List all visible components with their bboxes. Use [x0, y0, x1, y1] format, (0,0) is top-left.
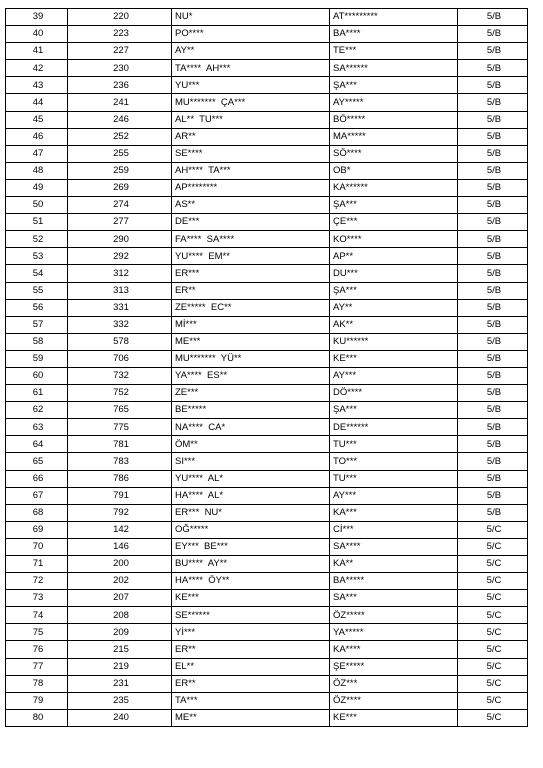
- student-last-name-cell: ŞE*****: [330, 658, 458, 675]
- student-first-name-cell: ME***: [172, 333, 330, 350]
- table-row: [6, 333, 528, 350]
- student-number-cell: 277: [68, 214, 172, 231]
- class-section-cell: 5/C: [458, 573, 528, 590]
- student-last-name-cell: SA****: [330, 538, 458, 555]
- class-section-cell: 5/B: [458, 128, 528, 145]
- student-first-name-cell: YU**** EM**: [172, 248, 330, 265]
- student-last-name-cell: KA**: [330, 556, 458, 573]
- student-last-name-cell: AY**: [330, 299, 458, 316]
- student-last-name-cell: KE***: [330, 350, 458, 367]
- student-last-name-cell: TU***: [330, 436, 458, 453]
- student-first-name-cell: KE***: [172, 590, 330, 607]
- row-number-cell: 41: [6, 43, 68, 60]
- class-section-cell: 5/C: [458, 590, 528, 607]
- class-section-cell: 5/B: [458, 43, 528, 60]
- student-number-cell: 207: [68, 590, 172, 607]
- student-first-name-cell: ZE***: [172, 385, 330, 402]
- student-last-name-cell: SA******: [330, 60, 458, 77]
- row-number-cell: 65: [6, 453, 68, 470]
- student-last-name-cell: KA******: [330, 179, 458, 196]
- student-last-name-cell: KA****: [330, 641, 458, 658]
- class-section-cell: 5/B: [458, 231, 528, 248]
- table-row: [6, 641, 528, 658]
- student-first-name-cell: MU******* ÇA***: [172, 94, 330, 111]
- table-row: [6, 145, 528, 162]
- row-number-cell: 51: [6, 214, 68, 231]
- student-first-name-cell: ME**: [172, 709, 330, 726]
- student-first-name-cell: BU**** AY**: [172, 556, 330, 573]
- student-last-name-cell: KU******: [330, 333, 458, 350]
- class-section-cell: 5/B: [458, 248, 528, 265]
- class-section-cell: 5/B: [458, 145, 528, 162]
- class-section-cell: 5/B: [458, 94, 528, 111]
- row-number-cell: 62: [6, 402, 68, 419]
- row-number-cell: 74: [6, 607, 68, 624]
- student-number-cell: 783: [68, 453, 172, 470]
- table-row: [6, 607, 528, 624]
- row-number-cell: 43: [6, 77, 68, 94]
- class-section-cell: 5/B: [458, 282, 528, 299]
- student-last-name-cell: ŞA***: [330, 77, 458, 94]
- student-last-name-cell: AK**: [330, 316, 458, 333]
- student-last-name-cell: YA*****: [330, 624, 458, 641]
- class-section-cell: 5/B: [458, 197, 528, 214]
- student-last-name-cell: AP**: [330, 248, 458, 265]
- table-row: [6, 26, 528, 43]
- student-last-name-cell: DU***: [330, 265, 458, 282]
- class-section-cell: 5/C: [458, 521, 528, 538]
- student-number-cell: 223: [68, 26, 172, 43]
- row-number-cell: 66: [6, 470, 68, 487]
- student-first-name-cell: DE***: [172, 214, 330, 231]
- student-number-cell: 292: [68, 248, 172, 265]
- student-first-name-cell: HA**** AL*: [172, 487, 330, 504]
- class-section-cell: 5/C: [458, 607, 528, 624]
- class-section-cell: 5/B: [458, 299, 528, 316]
- student-number-cell: 732: [68, 367, 172, 384]
- student-first-name-cell: FA**** SA****: [172, 231, 330, 248]
- table-row: [6, 367, 528, 384]
- student-first-name-cell: SE******: [172, 607, 330, 624]
- table-row: [6, 128, 528, 145]
- class-section-cell: 5/B: [458, 487, 528, 504]
- row-number-cell: 77: [6, 658, 68, 675]
- student-first-name-cell: AY**: [172, 43, 330, 60]
- class-section-cell: 5/B: [458, 453, 528, 470]
- table-row: [6, 573, 528, 590]
- student-number-cell: 241: [68, 94, 172, 111]
- row-number-cell: 76: [6, 641, 68, 658]
- student-number-cell: 208: [68, 607, 172, 624]
- class-section-cell: 5/B: [458, 179, 528, 196]
- table-row: [6, 590, 528, 607]
- student-number-cell: 227: [68, 43, 172, 60]
- student-last-name-cell: BÖ*****: [330, 111, 458, 128]
- class-section-cell: 5/C: [458, 692, 528, 709]
- student-last-name-cell: ŞA***: [330, 282, 458, 299]
- table-row: [6, 436, 528, 453]
- class-section-cell: 5/B: [458, 333, 528, 350]
- student-last-name-cell: MA*****: [330, 128, 458, 145]
- student-first-name-cell: AP********: [172, 179, 330, 196]
- class-section-cell: 5/B: [458, 265, 528, 282]
- table-row: [6, 197, 528, 214]
- student-number-cell: 269: [68, 179, 172, 196]
- row-number-cell: 55: [6, 282, 68, 299]
- student-list-body: [6, 9, 528, 727]
- row-number-cell: 71: [6, 556, 68, 573]
- student-first-name-cell: PO****: [172, 26, 330, 43]
- row-number-cell: 39: [6, 9, 68, 26]
- student-number-cell: 220: [68, 9, 172, 26]
- table-row: [6, 299, 528, 316]
- row-number-cell: 61: [6, 385, 68, 402]
- student-number-cell: 200: [68, 556, 172, 573]
- class-section-cell: 5/C: [458, 538, 528, 555]
- student-number-cell: 331: [68, 299, 172, 316]
- class-section-cell: 5/C: [458, 556, 528, 573]
- table-row: [6, 316, 528, 333]
- student-number-cell: 578: [68, 333, 172, 350]
- student-last-name-cell: KA***: [330, 504, 458, 521]
- student-last-name-cell: TU***: [330, 470, 458, 487]
- student-number-cell: 274: [68, 197, 172, 214]
- student-last-name-cell: DE******: [330, 419, 458, 436]
- student-number-cell: 792: [68, 504, 172, 521]
- class-section-cell: 5/C: [458, 709, 528, 726]
- table-row: [6, 504, 528, 521]
- table-row: [6, 350, 528, 367]
- student-first-name-cell: EL**: [172, 658, 330, 675]
- class-section-cell: 5/B: [458, 402, 528, 419]
- row-number-cell: 58: [6, 333, 68, 350]
- student-last-name-cell: AY***: [330, 487, 458, 504]
- student-number-cell: 313: [68, 282, 172, 299]
- student-first-name-cell: Mİ***: [172, 316, 330, 333]
- class-section-cell: 5/B: [458, 470, 528, 487]
- table-row: [6, 248, 528, 265]
- student-number-cell: 235: [68, 692, 172, 709]
- class-section-cell: 5/B: [458, 26, 528, 43]
- student-first-name-cell: ER**: [172, 641, 330, 658]
- row-number-cell: 53: [6, 248, 68, 265]
- student-number-cell: 142: [68, 521, 172, 538]
- row-number-cell: 69: [6, 521, 68, 538]
- class-section-cell: 5/B: [458, 162, 528, 179]
- student-last-name-cell: SÖ****: [330, 145, 458, 162]
- student-first-name-cell: ER*** NU*: [172, 504, 330, 521]
- table-row: [6, 231, 528, 248]
- student-number-cell: 246: [68, 111, 172, 128]
- student-last-name-cell: BA****: [330, 26, 458, 43]
- table-row: [6, 658, 528, 675]
- student-first-name-cell: ER***: [172, 265, 330, 282]
- class-section-cell: 5/B: [458, 60, 528, 77]
- table-row: [6, 162, 528, 179]
- student-number-cell: 259: [68, 162, 172, 179]
- row-number-cell: 44: [6, 94, 68, 111]
- class-section-cell: 5/B: [458, 385, 528, 402]
- student-number-cell: 765: [68, 402, 172, 419]
- class-section-cell: 5/B: [458, 436, 528, 453]
- table-row: [6, 385, 528, 402]
- student-last-name-cell: TE***: [330, 43, 458, 60]
- student-last-name-cell: ÖZ*****: [330, 607, 458, 624]
- table-row: [6, 521, 528, 538]
- table-row: [6, 692, 528, 709]
- student-number-cell: 775: [68, 419, 172, 436]
- table-row: [6, 624, 528, 641]
- row-number-cell: 60: [6, 367, 68, 384]
- class-section-cell: 5/C: [458, 675, 528, 692]
- student-first-name-cell: YU***: [172, 77, 330, 94]
- student-last-name-cell: BA*****: [330, 573, 458, 590]
- student-last-name-cell: ŞA***: [330, 402, 458, 419]
- row-number-cell: 52: [6, 231, 68, 248]
- row-number-cell: 40: [6, 26, 68, 43]
- student-first-name-cell: YU**** AL*: [172, 470, 330, 487]
- student-last-name-cell: OB*: [330, 162, 458, 179]
- table-row: [6, 111, 528, 128]
- row-number-cell: 45: [6, 111, 68, 128]
- student-number-cell: 752: [68, 385, 172, 402]
- student-number-cell: 781: [68, 436, 172, 453]
- student-last-name-cell: SA***: [330, 590, 458, 607]
- class-section-cell: 5/B: [458, 419, 528, 436]
- table-row: [6, 538, 528, 555]
- table-row: [6, 214, 528, 231]
- class-section-cell: 5/B: [458, 111, 528, 128]
- table-row: [6, 265, 528, 282]
- class-section-cell: 5/B: [458, 214, 528, 231]
- student-number-cell: 209: [68, 624, 172, 641]
- student-first-name-cell: BE*****: [172, 402, 330, 419]
- student-number-cell: 240: [68, 709, 172, 726]
- student-number-cell: 290: [68, 231, 172, 248]
- row-number-cell: 46: [6, 128, 68, 145]
- student-first-name-cell: TA**** AH***: [172, 60, 330, 77]
- student-last-name-cell: ÖZ****: [330, 692, 458, 709]
- class-section-cell: 5/B: [458, 504, 528, 521]
- row-number-cell: 47: [6, 145, 68, 162]
- student-first-name-cell: YA**** ES**: [172, 367, 330, 384]
- student-first-name-cell: NU*: [172, 9, 330, 26]
- row-number-cell: 75: [6, 624, 68, 641]
- student-first-name-cell: HA**** ÖY**: [172, 573, 330, 590]
- class-section-cell: 5/B: [458, 77, 528, 94]
- student-first-name-cell: SI***: [172, 453, 330, 470]
- row-number-cell: 72: [6, 573, 68, 590]
- class-section-cell: 5/B: [458, 367, 528, 384]
- table-row: [6, 43, 528, 60]
- row-number-cell: 79: [6, 692, 68, 709]
- row-number-cell: 78: [6, 675, 68, 692]
- student-number-cell: 231: [68, 675, 172, 692]
- row-number-cell: 70: [6, 538, 68, 555]
- student-first-name-cell: ÖM**: [172, 436, 330, 453]
- student-number-cell: 791: [68, 487, 172, 504]
- row-number-cell: 57: [6, 316, 68, 333]
- table-row: [6, 556, 528, 573]
- student-first-name-cell: ER**: [172, 282, 330, 299]
- table-row: [6, 77, 528, 94]
- table-row: [6, 94, 528, 111]
- row-number-cell: 49: [6, 179, 68, 196]
- student-first-name-cell: AR**: [172, 128, 330, 145]
- class-section-cell: 5/B: [458, 316, 528, 333]
- student-first-name-cell: Yİ***: [172, 624, 330, 641]
- row-number-cell: 50: [6, 197, 68, 214]
- student-first-name-cell: SE****: [172, 145, 330, 162]
- row-number-cell: 80: [6, 709, 68, 726]
- student-last-name-cell: ŞA***: [330, 197, 458, 214]
- row-number-cell: 68: [6, 504, 68, 521]
- student-first-name-cell: TA***: [172, 692, 330, 709]
- class-section-cell: 5/C: [458, 624, 528, 641]
- row-number-cell: 63: [6, 419, 68, 436]
- table-row: [6, 453, 528, 470]
- student-last-name-cell: KO****: [330, 231, 458, 248]
- student-number-cell: 786: [68, 470, 172, 487]
- student-first-name-cell: AH**** TA***: [172, 162, 330, 179]
- row-number-cell: 42: [6, 60, 68, 77]
- table-row: [6, 402, 528, 419]
- row-number-cell: 59: [6, 350, 68, 367]
- table-row: [6, 709, 528, 726]
- student-first-name-cell: AL** TU***: [172, 111, 330, 128]
- row-number-cell: 54: [6, 265, 68, 282]
- row-number-cell: 64: [6, 436, 68, 453]
- student-number-cell: 202: [68, 573, 172, 590]
- student-first-name-cell: EY*** BE***: [172, 538, 330, 555]
- student-last-name-cell: Cİ***: [330, 521, 458, 538]
- student-last-name-cell: KE***: [330, 709, 458, 726]
- student-number-cell: 252: [68, 128, 172, 145]
- student-last-name-cell: DÖ****: [330, 385, 458, 402]
- student-first-name-cell: NA**** CA*: [172, 419, 330, 436]
- table-row: [6, 675, 528, 692]
- row-number-cell: 73: [6, 590, 68, 607]
- row-number-cell: 67: [6, 487, 68, 504]
- student-last-name-cell: AY*****: [330, 94, 458, 111]
- student-first-name-cell: OĞ*****: [172, 521, 330, 538]
- table-row: [6, 179, 528, 196]
- student-last-name-cell: AY***: [330, 367, 458, 384]
- student-first-name-cell: AS**: [172, 197, 330, 214]
- table-row: [6, 419, 528, 436]
- student-first-name-cell: ER**: [172, 675, 330, 692]
- class-section-cell: 5/B: [458, 350, 528, 367]
- student-number-cell: 146: [68, 538, 172, 555]
- student-first-name-cell: MU******* YÜ**: [172, 350, 330, 367]
- student-last-name-cell: TO***: [330, 453, 458, 470]
- student-number-cell: 332: [68, 316, 172, 333]
- class-section-cell: 5/B: [458, 9, 528, 26]
- table-row: [6, 487, 528, 504]
- row-number-cell: 56: [6, 299, 68, 316]
- student-number-cell: 255: [68, 145, 172, 162]
- student-first-name-cell: ZE***** EC**: [172, 299, 330, 316]
- table-row: [6, 60, 528, 77]
- student-number-cell: 706: [68, 350, 172, 367]
- class-section-cell: 5/C: [458, 641, 528, 658]
- student-last-name-cell: ÇE***: [330, 214, 458, 231]
- row-number-cell: 48: [6, 162, 68, 179]
- table-row: [6, 470, 528, 487]
- table-row: [6, 282, 528, 299]
- student-last-name-cell: ÖZ***: [330, 675, 458, 692]
- class-section-cell: 5/C: [458, 658, 528, 675]
- student-number-cell: 236: [68, 77, 172, 94]
- student-number-cell: 230: [68, 60, 172, 77]
- student-number-cell: 312: [68, 265, 172, 282]
- student-last-name-cell: AT*********: [330, 9, 458, 26]
- student-number-cell: 215: [68, 641, 172, 658]
- student-list-table: [5, 8, 528, 727]
- table-row: [6, 9, 528, 26]
- student-number-cell: 219: [68, 658, 172, 675]
